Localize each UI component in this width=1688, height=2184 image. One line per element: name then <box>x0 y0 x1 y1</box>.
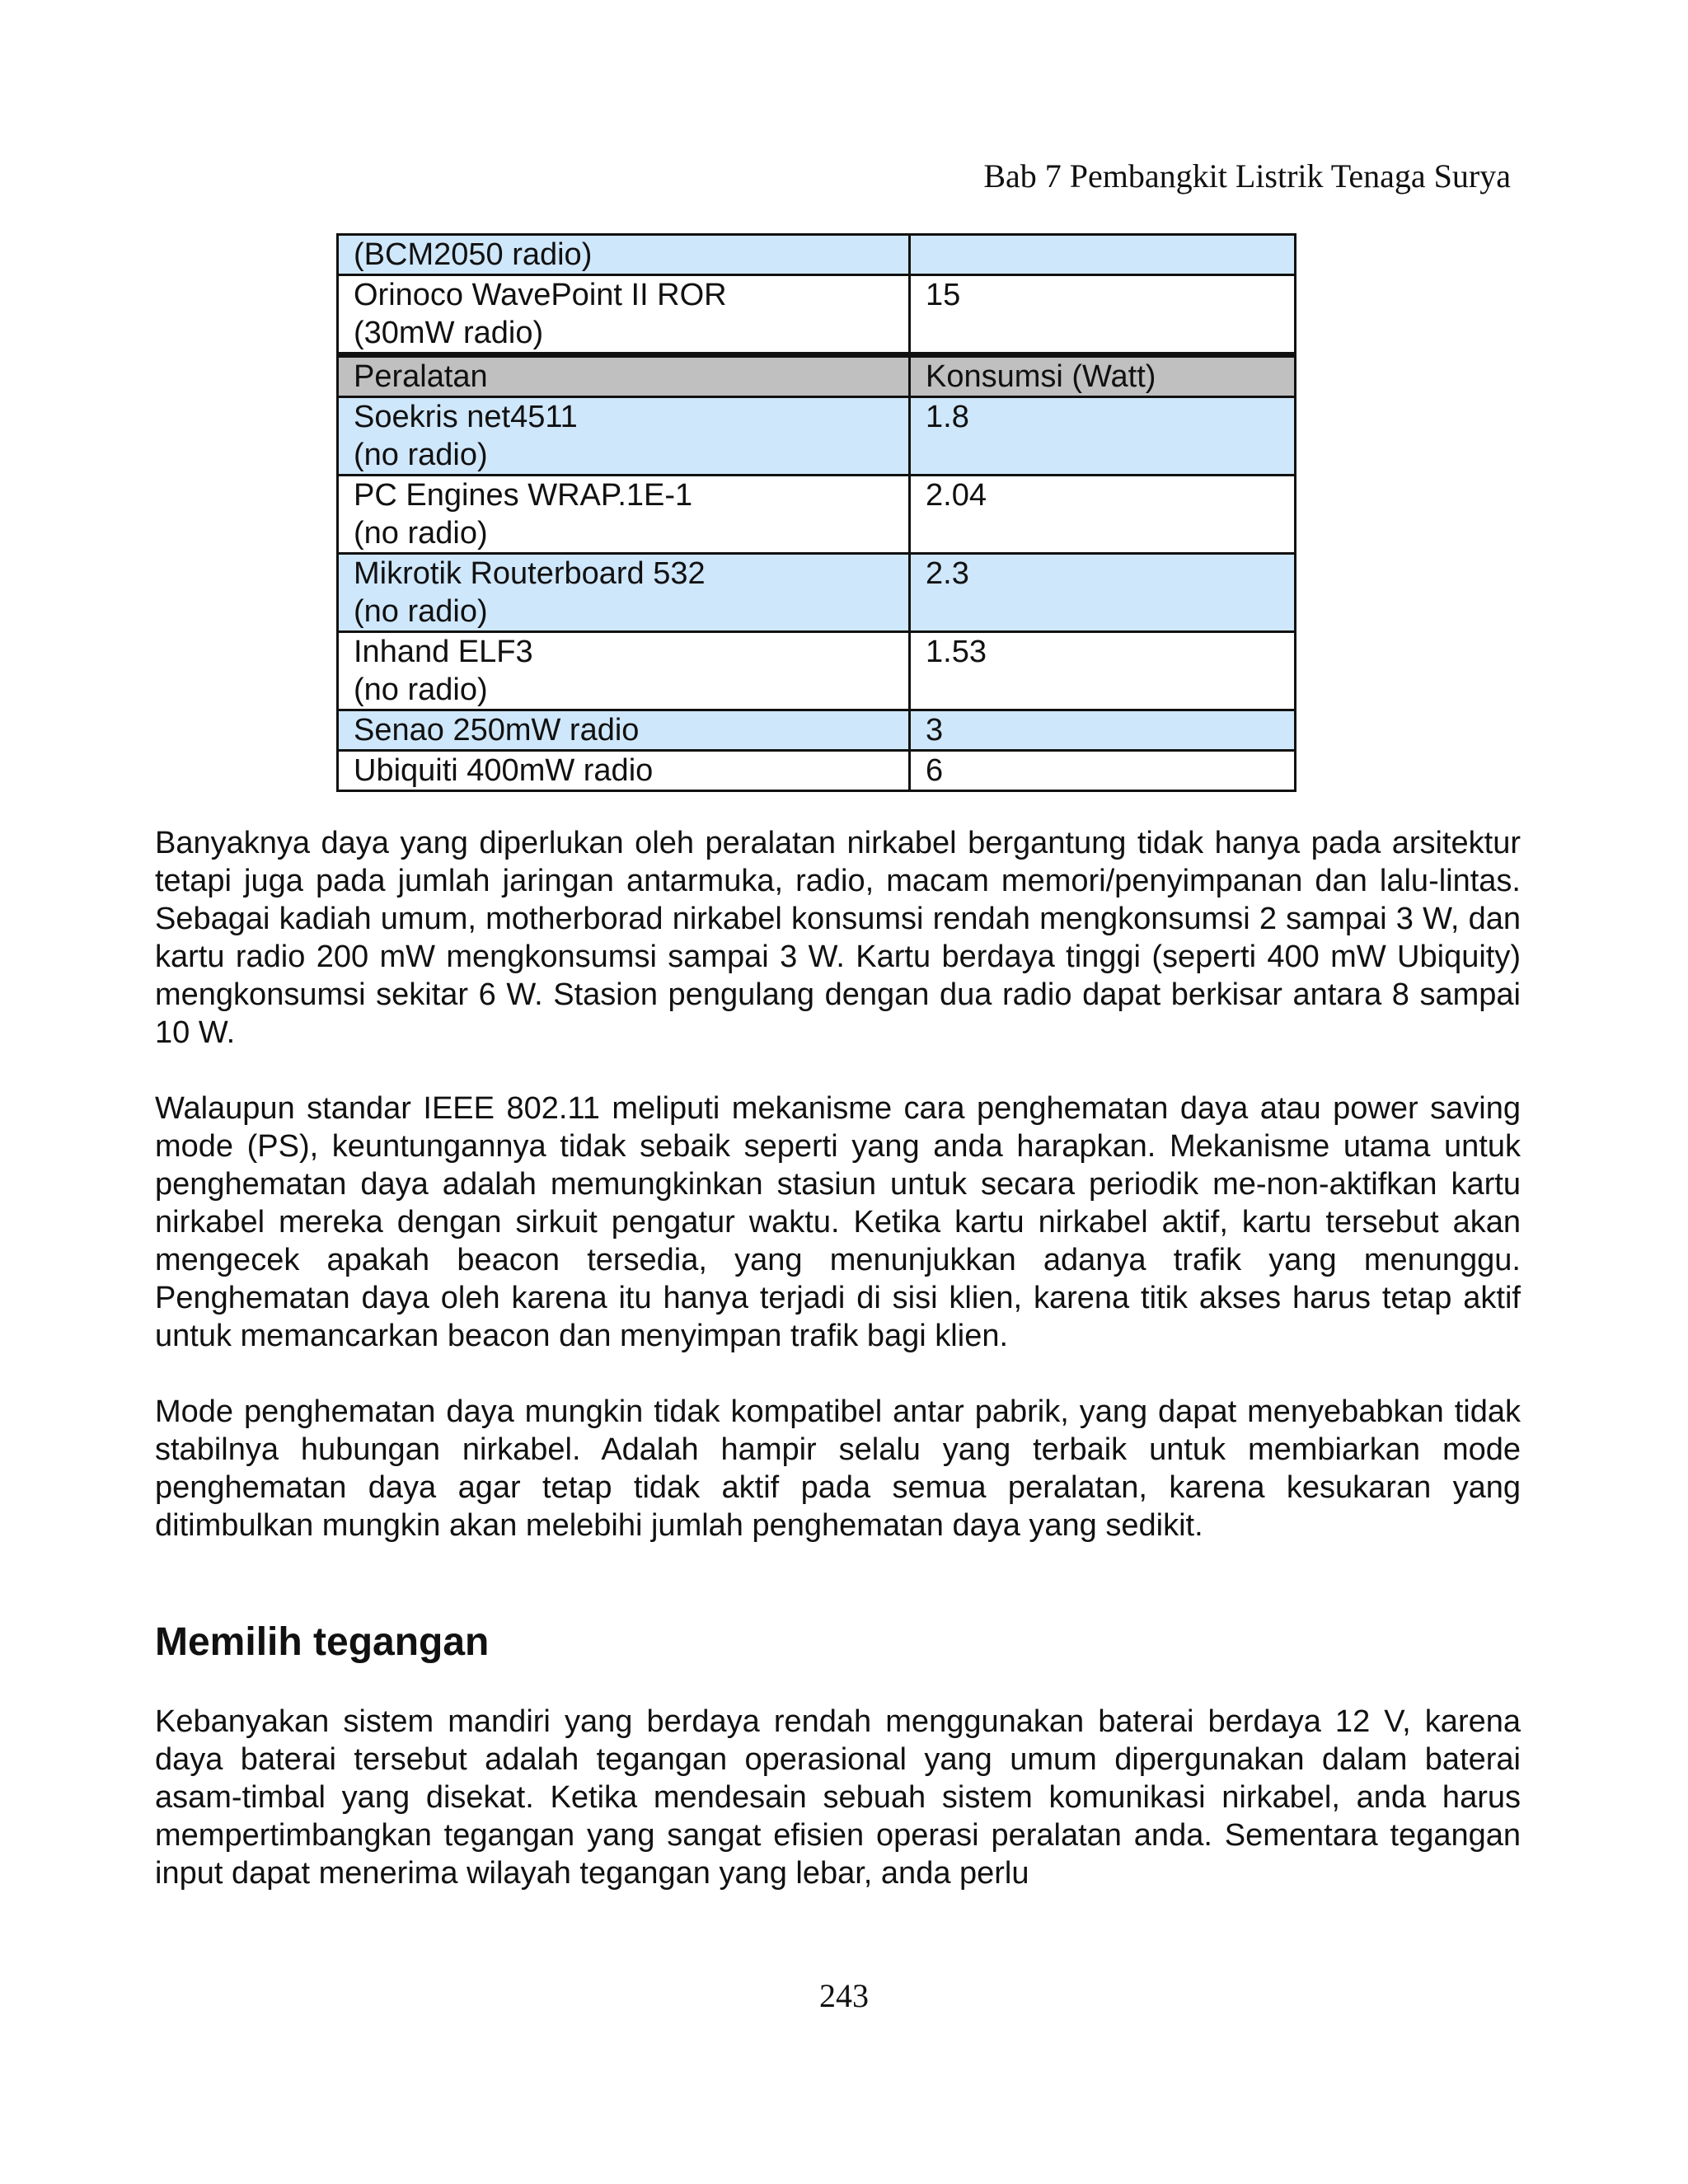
consumption-cell <box>910 235 1296 275</box>
device-cell: Mikrotik Routerboard 532 (no radio) <box>338 554 910 632</box>
device-cell: (BCM2050 radio) <box>338 235 910 275</box>
device-cell: Peralatan <box>338 355 910 397</box>
consumption-cell: Konsumsi (Watt) <box>910 355 1296 397</box>
consumption-cell: 2.04 <box>910 476 1296 554</box>
paragraph-power-requirements: Banyaknya daya yang diperlukan oleh peralatan nirkabel bergantung tidak hanya pada arsitektur tetapi juga pada jumlah jaringan antarmuka, radio, macam memori/penyimpanan dan lalu-lintas. Sebagai kadiah umum, motherborad nirkabel konsumsi rendah mengkonsumsi 2 sampai 3 W, dan kartu radio 200 mW mengkonsumsi sampai 3 W. Kartu berdaya tinggi (seperti 400 mW Ubiquity) mengkonsumsi sekitar 6 W. Stasion pengulang dengan dua radio dapat berkisar antara 8 sampai 10 W. <box>155 826 1521 1050</box>
table-row <box>338 710 1296 751</box>
device-cell: Senao 250mW radio <box>338 710 910 751</box>
table-row <box>338 235 1296 275</box>
table-row <box>338 397 1296 476</box>
consumption-cell: 15 <box>910 275 1296 355</box>
running-header: Bab 7 Pembangkit Listrik Tenaga Surya <box>983 157 1511 194</box>
table-row <box>338 632 1296 710</box>
consumption-cell: 3 <box>910 710 1296 751</box>
consumption-cell: 6 <box>910 751 1296 791</box>
paragraph-compatibility: Mode penghematan daya mungkin tidak kompatibel antar pabrik, yang dapat menyebabkan tidak stabilnya hubungan nirkabel. Adalah hampir selalu yang terbaik untuk membiarkan mode penghematan daya agar tetap tidak aktif pada semua peralatan, karena kesukaran yang ditimbulkan mungkin akan melebihi jumlah penghematan daya yang sedikit. <box>155 1394 1521 1543</box>
page-number: 243 <box>819 1977 869 2014</box>
paragraph-power-saving-mode: Walaupun standar IEEE 802.11 meliputi mekanisme cara penghematan daya atau power saving mode (PS), keuntungannya tidak sebaik seperti yang anda harapkan. Mekanisme utama untuk penghematan daya adalah memungkinkan stasiun untuk secara periodik me-non-aktifkan kartu nirkabel mereka dengan sirkuit pengatur waktu. Ketika kartu nirkabel aktif, kartu tersebut akan mengecek apakah beacon tersedia, yang menunjukkan adanya trafik yang menunggu. Penghematan daya oleh karena itu hanya terjadi di sisi klien, karena titik akses harus tetap aktif untuk memancarkan beacon dan menyimpan trafik bagi klien. <box>155 1091 1521 1353</box>
section-heading: Memilih tegangan <box>155 1620 490 1664</box>
paragraph-voltage: Kebanyakan sistem mandiri yang berdaya rendah menggunakan baterai berdaya 12 V, karena daya baterai tersebut adalah tegangan operasional yang umum dipergunakan dalam baterai asam-timbal yang disekat. Ketika mendesain sebuah sistem komunikasi nirkabel, anda harus mempertimbangkan tegangan yang sangat efisien operasi peralatan anda. Sementara tegangan input dapat menerima wilayah tegangan yang lebar, anda perlu <box>155 1704 1521 1891</box>
consumption-cell: 2.3 <box>910 554 1296 632</box>
power-consumption-table <box>336 233 1296 792</box>
device-cell: Soekris net4511 (no radio) <box>338 397 910 476</box>
device-cell: Ubiquiti 400mW radio <box>338 751 910 791</box>
table-row <box>338 751 1296 791</box>
consumption-cell: 1.53 <box>910 632 1296 710</box>
consumption-cell: 1.8 <box>910 397 1296 476</box>
table-row <box>338 275 1296 355</box>
device-cell: PC Engines WRAP.1E-1 (no radio) <box>338 476 910 554</box>
device-cell: Orinoco WavePoint II ROR (30mW radio) <box>338 275 910 355</box>
device-cell: Inhand ELF3 (no radio) <box>338 632 910 710</box>
table-row <box>338 554 1296 632</box>
table-row <box>338 476 1296 554</box>
table-header-row <box>338 355 1296 397</box>
